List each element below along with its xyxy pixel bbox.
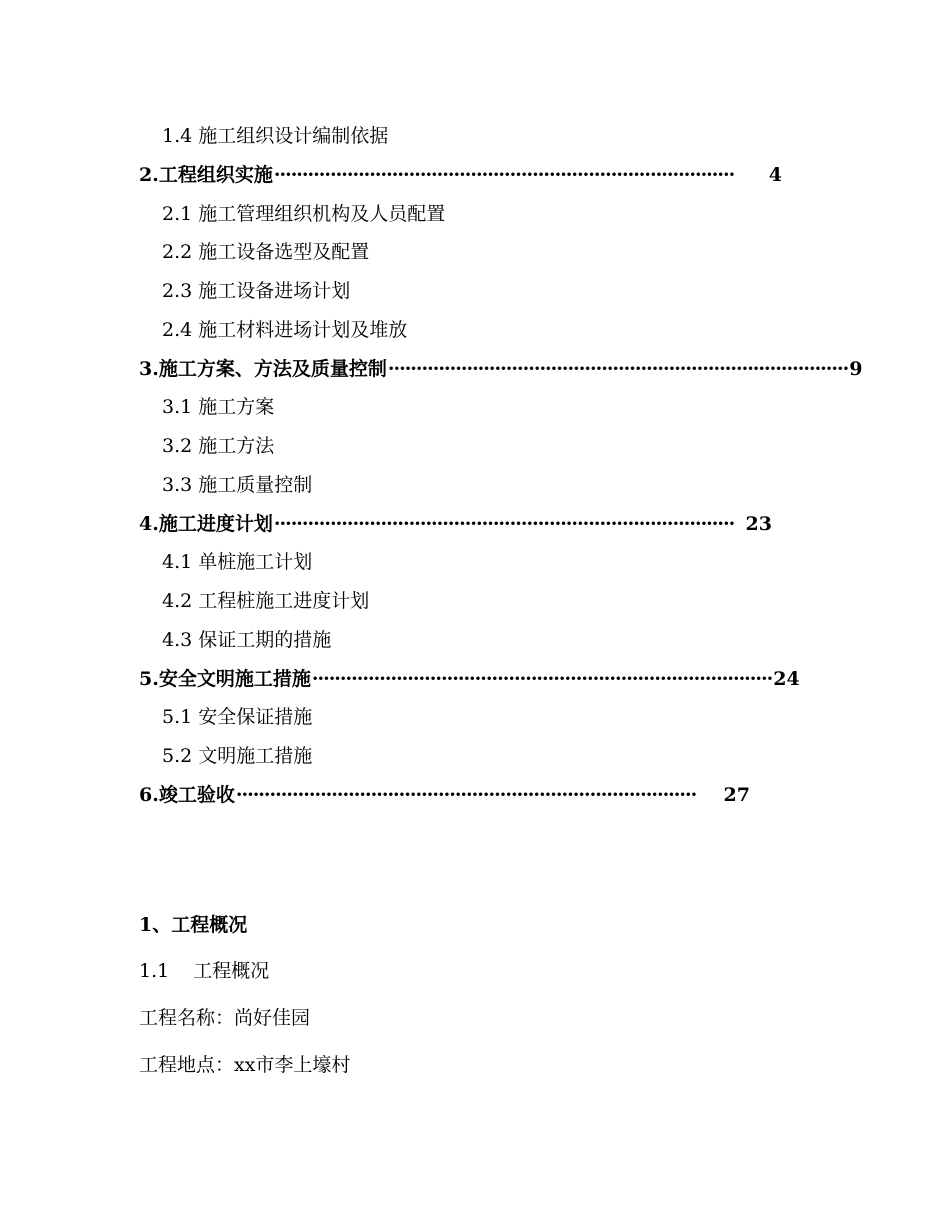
subsection-heading (139, 956, 269, 986)
toc-entry-2-1[interactable] (162, 199, 445, 229)
toc-entry-text: 4.2 工程桩施工进度计划 (162, 590, 370, 612)
toc-entry-text: 3.施工方案、方法及质量控制 (139, 358, 387, 380)
toc-entry-1-4[interactable] (162, 121, 388, 151)
toc-entry-5[interactable] (139, 664, 800, 694)
project-name-line: 工程名称：尚好佳园 (139, 1007, 311, 1029)
toc-entry-text: 2.工程组织实施 (139, 164, 273, 186)
toc-entry-text: 4.3 保证工期的措施 (162, 629, 332, 651)
subsection-number: 1.1 (139, 960, 170, 982)
toc-leader-dots: ·················································································· (273, 513, 735, 535)
toc-entry-text: 2.2 施工设备选型及配置 (162, 241, 370, 263)
toc-entry-text: 3.3 施工质量控制 (162, 474, 313, 496)
toc-page-number: 4 (768, 164, 782, 186)
toc-page-number: 23 (745, 513, 772, 535)
toc-entry-text: 1.4 施工组织设计编制依据 (162, 125, 389, 147)
section-heading: 1、工程概况 (139, 914, 248, 936)
toc-entry-text: 4.施工进度计划 (139, 513, 273, 535)
toc-entry-text: 2.4 施工材料进场计划及堆放 (162, 319, 408, 341)
toc-entry-5-2[interactable] (162, 741, 312, 771)
toc-entry-5-1[interactable] (162, 702, 312, 732)
toc-leader-dots: ·················································································· (235, 784, 697, 806)
toc-entry-4-3[interactable] (162, 625, 331, 655)
toc-page-number: 27 (723, 784, 750, 806)
toc-entry-text: 5.1 安全保证措施 (162, 706, 313, 728)
toc-entry-text: 2.3 施工设备进场计划 (162, 280, 351, 302)
toc-entry-2-2[interactable] (162, 237, 369, 267)
toc-leader-dots: ·················································································· (311, 668, 773, 690)
toc-page-number: 9 (849, 358, 863, 380)
toc-entry-3-1[interactable] (162, 392, 274, 422)
toc-entry-3[interactable] (139, 354, 863, 384)
project-location-line: 工程地点：xx市李上壕村 (139, 1054, 351, 1076)
toc-leader-dots: ·················································································· (273, 164, 735, 186)
toc-entry-text: 5.安全文明施工措施 (139, 668, 311, 690)
toc-entry-2-4[interactable] (162, 315, 407, 345)
toc-entry-4[interactable] (139, 509, 772, 539)
toc-entry-2[interactable] (139, 160, 782, 190)
toc-page-number: 24 (773, 668, 800, 690)
toc-entry-text: 4.1 单桩施工计划 (162, 551, 313, 573)
toc-entry-4-1[interactable] (162, 547, 312, 577)
toc-entry-2-3[interactable] (162, 276, 350, 306)
toc-entry-3-3[interactable] (162, 470, 312, 500)
toc-entry-text: 5.2 文明施工措施 (162, 745, 313, 767)
toc-entry-3-2[interactable] (162, 431, 274, 461)
toc-entry-text: 3.1 施工方案 (162, 396, 275, 418)
toc-entry-text: 6.竣工验收 (139, 784, 235, 806)
toc-leader-dots: ·················································································· (387, 358, 849, 380)
subsection-title: 工程概况 (193, 960, 270, 982)
toc-entry-4-2[interactable] (162, 586, 369, 616)
toc-entry-text: 3.2 施工方法 (162, 435, 275, 457)
toc-entry-text: 2.1 施工管理组织机构及人员配置 (162, 203, 446, 225)
toc-entry-6[interactable] (139, 780, 750, 810)
